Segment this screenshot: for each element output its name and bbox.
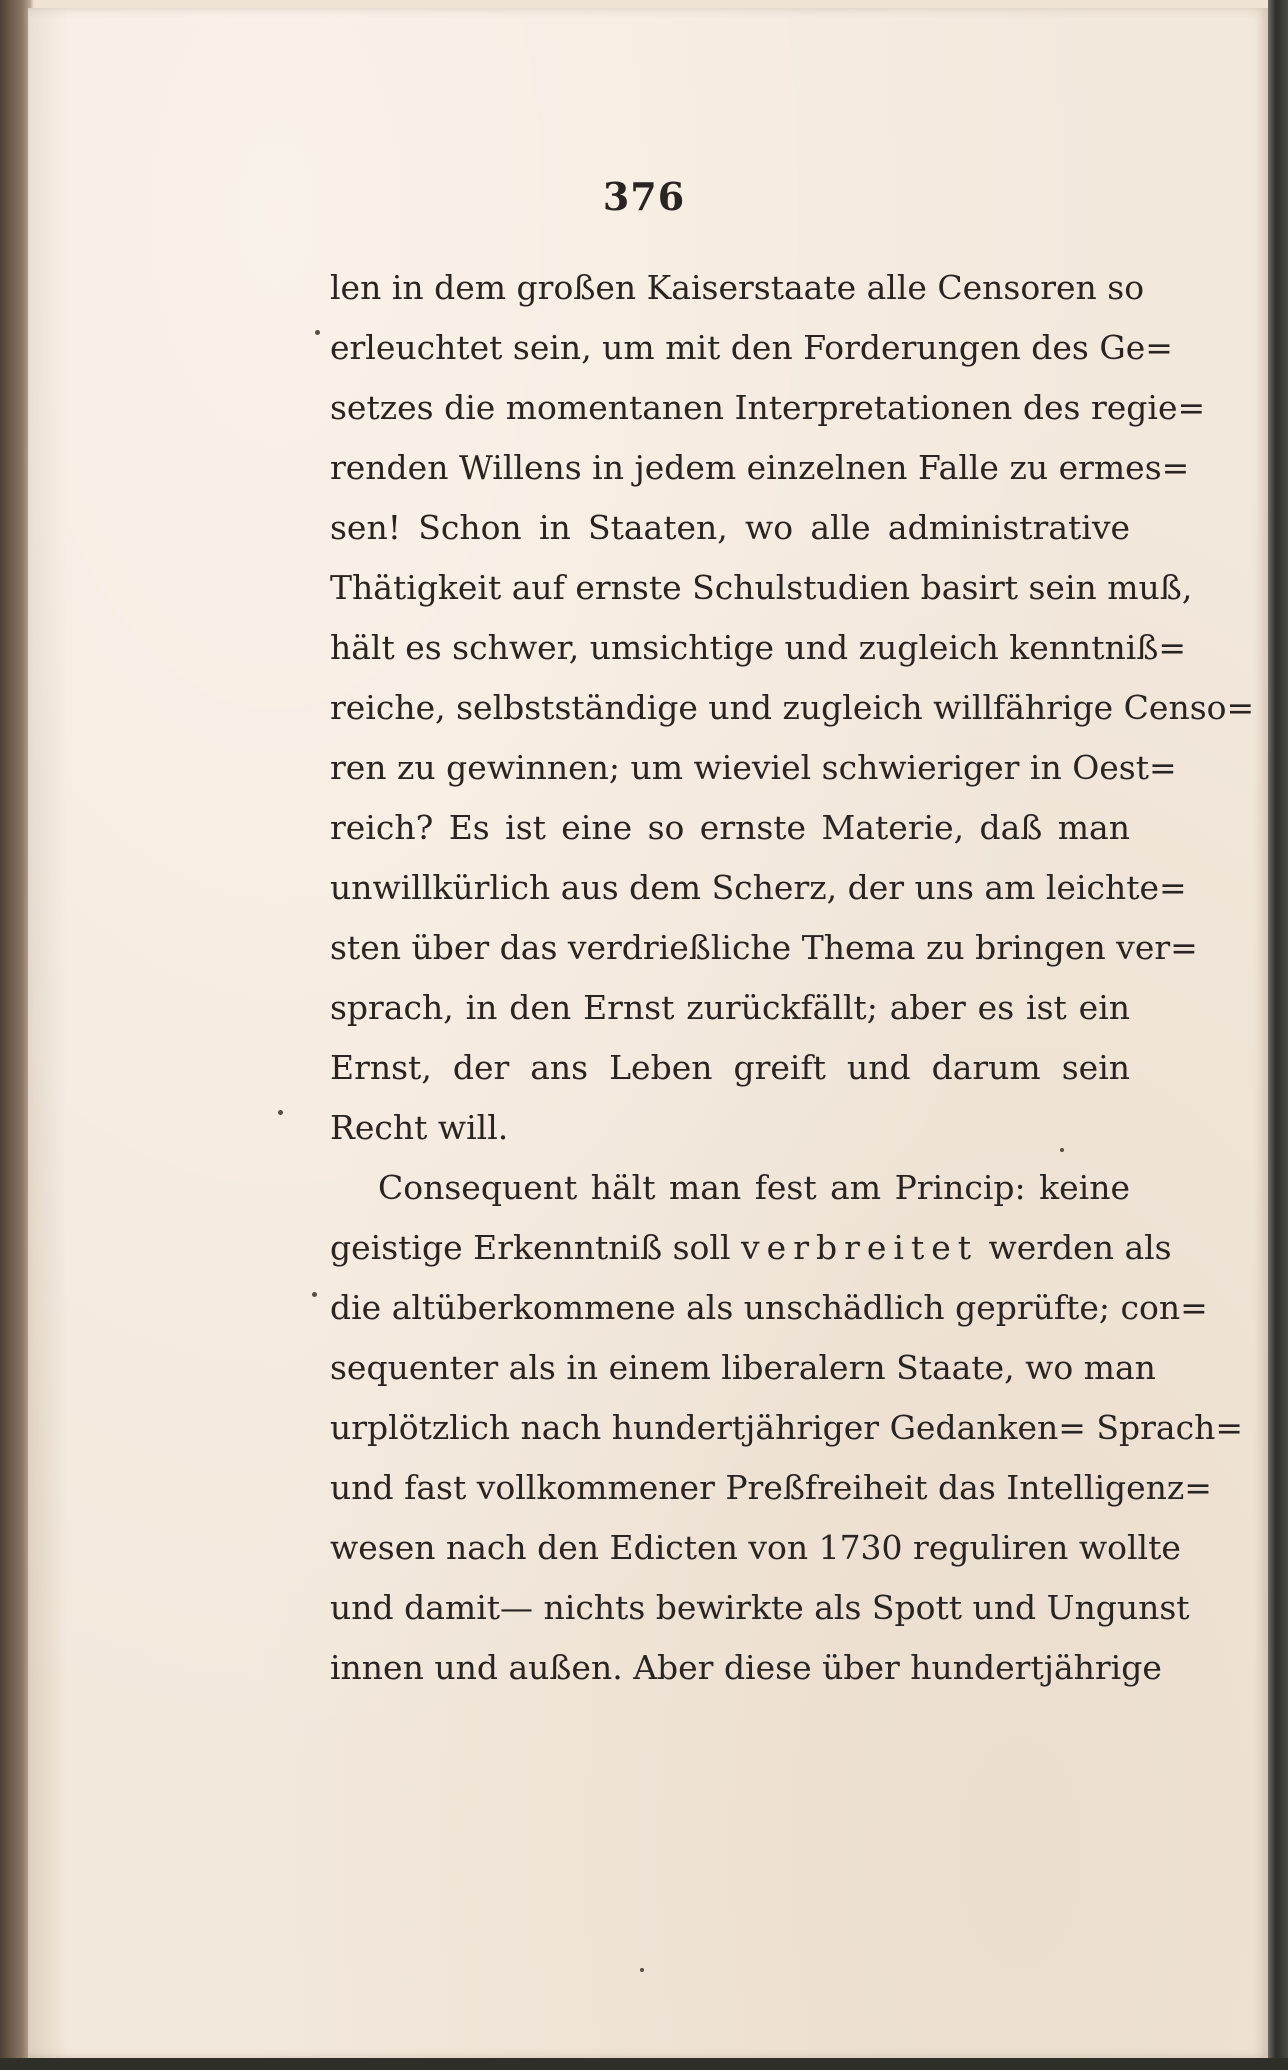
paper-speck <box>278 1110 283 1115</box>
text-line: und fast vollkommener Preßfreiheit das Intelligenz= <box>330 1468 1212 1507</box>
text-line: unwillkürlich aus dem Scherz, der uns am leichte= <box>330 868 1187 907</box>
text-line: innen und außen. Aber diese über hundertjährige <box>330 1648 1162 1687</box>
text-line: reich? Es ist eine so ernste Materie, daß man <box>330 808 1130 847</box>
text-line: renden Willens in jedem einzelnen Falle zu ermes= <box>330 448 1190 487</box>
text-line: Ernst, der ans Leben greift und darum sein <box>330 1048 1130 1087</box>
paper-speck <box>640 1968 644 1972</box>
text-line: wesen nach den Edicten von 1730 reguliren wollte <box>330 1528 1181 1567</box>
paper-speck <box>312 1292 317 1297</box>
text-line: len in dem großen Kaiserstaate alle Censoren so <box>330 268 1145 307</box>
text-line: sprach, in den Ernst zurückfällt; aber es ist ein <box>330 988 1130 1027</box>
text-line: die altüberkommene als unschädlich geprüfte; con= <box>330 1288 1208 1327</box>
text-line: urplötzlich nach hundertjähriger Gedanken= Sprach= <box>330 1408 1243 1447</box>
text-line: hält es schwer, umsichtige und zugleich kenntniß= <box>330 628 1187 667</box>
scan-border-right <box>1268 0 1288 2070</box>
scan-border-bottom <box>0 2058 1288 2070</box>
emphasized-word: verbreitet <box>741 1228 978 1267</box>
text-line-with-emphasis: geistige Erkenntniß soll verbreitet werden als <box>330 1228 1172 1267</box>
text-line: setzes die momentanen Interpretationen des regie= <box>330 388 1206 427</box>
page-number: 376 <box>602 174 686 219</box>
body-text <box>330 258 1255 1698</box>
text-line: sten über das verdrießliche Thema zu bringen ver= <box>330 928 1198 967</box>
text-line: reiche, selbstständige und zugleich willfährige Censo= <box>330 688 1255 727</box>
text-line: und damit— nichts bewirkte als Spott und Ungunst <box>330 1588 1190 1627</box>
text-line: sen! Schon in Staaten, wo alle administrative <box>330 508 1130 547</box>
text-line: erleuchtet sein, um mit den Forderungen des Ge= <box>330 328 1173 367</box>
text-line: ren zu gewinnen; um wieviel schwieriger in Oest= <box>330 748 1177 787</box>
text-line: Thätigkeit auf ernste Schulstudien basirt sein muß, <box>330 568 1193 607</box>
text-line: sequenter als in einem liberalern Staate, wo man <box>330 1348 1156 1387</box>
text-line: Recht will. <box>330 1108 509 1147</box>
paragraph-start-line: Consequent hält man fest am Princip: keine <box>378 1168 1130 1207</box>
paper-speck <box>315 330 320 335</box>
